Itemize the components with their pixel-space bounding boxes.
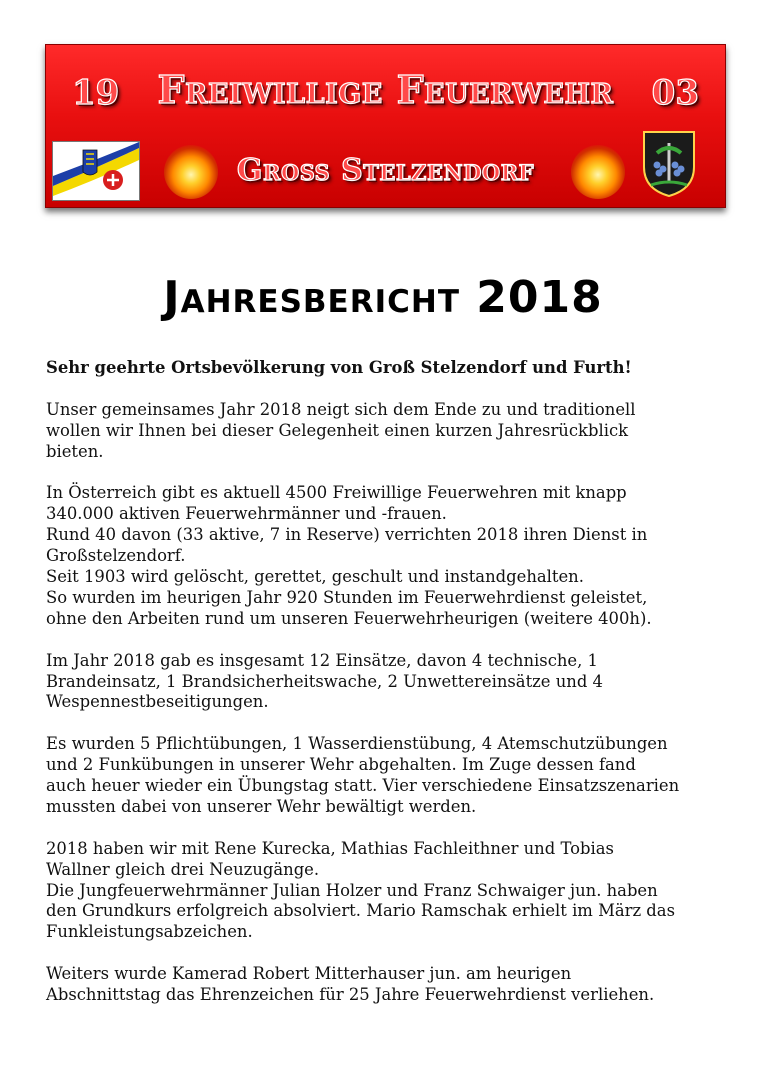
text-line: bieten. bbox=[46, 441, 104, 461]
municipal-crest-icon bbox=[641, 129, 697, 199]
report-heading: Jahresbericht 2018 bbox=[163, 272, 603, 323]
text-line: Abschnittstag das Ehrenzeichen für 25 Jahre Feuerwehrdienst verliehen. bbox=[46, 985, 655, 1005]
text-line: In Österreich gibt es aktuell 4500 Freiwillige Feuerwehren mit knapp bbox=[46, 483, 627, 503]
text-line: und 2 Funkübungen in unserer Wehr abgehalten. Im Zuge dessen fand bbox=[46, 755, 636, 775]
text-line: Im Jahr 2018 gab es insgesamt 12 Einsätze, davon 4 technische, 1 bbox=[46, 650, 598, 670]
founding-year-left: 19 bbox=[72, 73, 120, 113]
paragraph-statistics bbox=[46, 483, 726, 629]
banner-title: Freiwillige Feuerwehr bbox=[157, 67, 614, 112]
text-line: Es wurden 5 Pflichtübungen, 1 Wasserdienstübung, 4 Atemschutzübungen bbox=[46, 734, 668, 754]
banner-subtitle: Groß Stelzendorf bbox=[236, 153, 535, 188]
text-line: ohne den Arbeiten rund um unseren Feuerwehrheurigen (weitere 400h). bbox=[46, 608, 652, 628]
text-line: Wallner gleich drei Neuzugänge. bbox=[46, 859, 320, 879]
fire-right-icon bbox=[571, 145, 625, 199]
text-line: Brandeinsatz, 1 Brandsicherheitswache, 2 Unwettereinsätze und 4 bbox=[46, 671, 603, 691]
text-line: den Grundkurs erfolgreich absolviert. Mario Ramschak erhielt im März das bbox=[46, 901, 675, 921]
header-banner bbox=[45, 44, 726, 208]
text-line: 340.000 aktiven Feuerwehrmänner und -frauen. bbox=[46, 504, 447, 524]
text-line: 2018 haben wir mit Rene Kurecka, Mathias Fachleithner und Tobias bbox=[46, 838, 614, 858]
text-line: So wurden im heurigen Jahr 920 Stunden im Feuerwehrdienst geleistet, bbox=[46, 587, 648, 607]
greeting: Sehr geehrte Ortsbevölkerung von Groß Stelzendorf und Furth! bbox=[46, 358, 632, 377]
paragraph-honors bbox=[46, 964, 726, 1006]
text-line: auch heuer wieder ein Übungstag statt. Vier verschiedene Einsatzszenarien bbox=[46, 776, 680, 796]
paragraph-members bbox=[46, 839, 726, 944]
text-line: Die Jungfeuerwehrmänner Julian Holzer und Franz Schwaiger jun. haben bbox=[46, 880, 658, 900]
text-line: Großstelzendorf. bbox=[46, 546, 186, 566]
text-line: wollen wir Ihnen bei dieser Gelegenheit einen kurzen Jahresrückblick bbox=[46, 420, 629, 440]
paragraph-intro bbox=[46, 400, 726, 463]
text-line: Weiters wurde Kamerad Robert Mitterhauser jun. am heurigen bbox=[46, 964, 572, 984]
text-line: Unser gemeinsames Jahr 2018 neigt sich dem Ende zu und traditionell bbox=[46, 399, 636, 419]
report-body bbox=[46, 358, 726, 1027]
text-line: Funkleistungsabzeichen. bbox=[46, 922, 253, 942]
founding-year-right: 03 bbox=[651, 73, 699, 113]
text-line: Seit 1903 wird gelöscht, gerettet, geschult und instandgehalten. bbox=[46, 567, 584, 587]
text-line: Rund 40 davon (33 aktive, 7 in Reserve) verrichten 2018 ihren Dienst in bbox=[46, 525, 648, 545]
text-line: Wespennestbeseitigungen. bbox=[46, 692, 269, 712]
paragraph-exercises bbox=[46, 734, 726, 818]
text-line: mussten dabei von unserer Wehr bewältigt werden. bbox=[46, 796, 477, 816]
paragraph-operations bbox=[46, 651, 726, 714]
